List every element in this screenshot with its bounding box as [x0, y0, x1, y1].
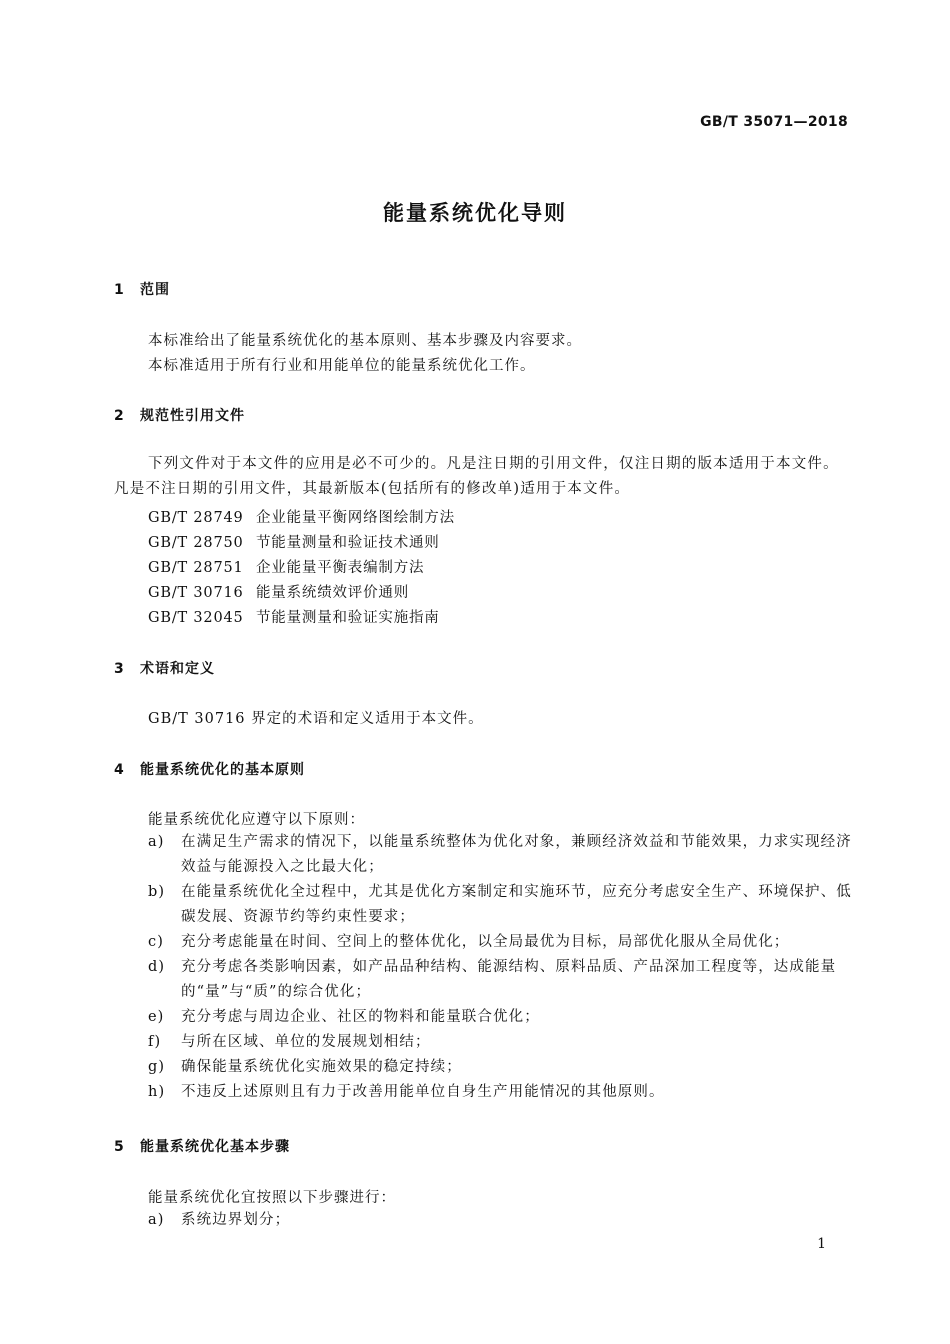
- section-heading-3: [114, 658, 215, 678]
- list-item: [148, 1080, 854, 1105]
- reference-code: GB/T 28750: [148, 535, 244, 551]
- reference-code: GB/T 28751: [148, 560, 244, 576]
- list-label: b): [148, 884, 166, 900]
- list-label: a): [148, 834, 165, 850]
- standard-code: GB/T 35071—2018: [700, 114, 848, 130]
- list-item: [148, 955, 854, 1005]
- paragraph: 能量系统优化宜按照以下步骤进行：: [148, 1190, 396, 1206]
- list-item: [148, 1208, 854, 1233]
- section-title: 范围: [140, 282, 170, 298]
- section-title: 规范性引用文件: [140, 408, 245, 424]
- list-text: 不违反上述原则且有力于改善用能单位自身生产用能情况的其他原则。: [181, 1084, 665, 1100]
- list-text: 充分考虑与周边企业、社区的物料和能量联合优化；: [181, 1009, 540, 1025]
- list-label: h): [148, 1084, 166, 1100]
- list-text: 充分考虑各类影响因素，如产品品种结构、能源结构、原料品质、产品深加工程度等，达成能量的“量”与“质”的综合优化；: [181, 959, 837, 1000]
- section-title: 能量系统优化基本步骤: [140, 1139, 290, 1155]
- reference-item: [148, 506, 455, 527]
- reference-code: GB/T 28749: [148, 510, 244, 526]
- paragraph: 本标准适用于所有行业和用能单位的能量系统优化工作。: [148, 358, 536, 374]
- reference-title: 节能量测量和验证技术通则: [256, 535, 440, 551]
- section-number: 5: [114, 1139, 125, 1155]
- reference-item: [148, 531, 440, 552]
- section-title: 术语和定义: [140, 661, 215, 677]
- section-heading-4: [114, 759, 305, 779]
- page-title: 能量系统优化导则: [383, 201, 567, 225]
- reference-title: 企业能量平衡表编制方法: [256, 560, 425, 576]
- list-text: 充分考虑能量在时间、空间上的整体优化，以全局最优为目标，局部优化服从全局优化；: [181, 934, 790, 950]
- page-number: 1: [817, 1236, 826, 1252]
- list-label: c): [148, 934, 164, 950]
- list-item: [148, 880, 854, 930]
- list-text: 确保能量系统优化实施效果的稳定持续；: [181, 1059, 462, 1075]
- list-item: [148, 1055, 854, 1080]
- reference-item: [148, 581, 409, 602]
- list-item: [148, 1005, 854, 1030]
- reference-item: [148, 606, 440, 627]
- list-label: e): [148, 1009, 165, 1025]
- reference-item: [148, 556, 424, 577]
- reference-title: 企业能量平衡网络图绘制方法: [256, 510, 455, 526]
- section-number: 2: [114, 408, 125, 424]
- section-heading-1: [114, 279, 170, 299]
- list-text: 在满足生产需求的情况下，以能量系统整体为优化对象，兼顾经济效益和节能效果，力求实现经济效益与能源投入之比最大化；: [181, 834, 852, 875]
- list-item: [148, 930, 854, 955]
- reference-title: 能量系统绩效评价通则: [256, 585, 409, 601]
- list-label: d): [148, 959, 166, 975]
- section-number: 3: [114, 661, 125, 677]
- section-number: 4: [114, 762, 125, 778]
- section-heading-2: [114, 405, 245, 425]
- section-heading-5: [114, 1136, 290, 1156]
- list-text: 系统边界划分；: [181, 1212, 291, 1228]
- reference-title: 节能量测量和验证实施指南: [256, 610, 440, 626]
- paragraph: 能量系统优化应遵守以下原则：: [148, 812, 365, 828]
- list-text: 与所在区域、单位的发展规划相结；: [181, 1034, 431, 1050]
- paragraph: GB/T 30716 界定的术语和定义适用于本文件。: [148, 711, 484, 727]
- list-item: [148, 830, 854, 880]
- paragraph: 下列文件对于本文件的应用是必不可少的。凡是注日期的引用文件，仅注日期的版本适用于本文件。凡是不注日期的引用文件，其最新版本(包括所有的修改单)适用于本文件。: [114, 456, 839, 497]
- list-item: [148, 1030, 854, 1055]
- list-label: f): [148, 1034, 162, 1050]
- section-number: 1: [114, 282, 125, 298]
- paragraph: 本标准给出了能量系统优化的基本原则、基本步骤及内容要求。: [148, 333, 582, 349]
- reference-code: GB/T 32045: [148, 610, 244, 626]
- section-title: 能量系统优化的基本原则: [140, 762, 305, 778]
- list-label: g): [148, 1059, 166, 1075]
- list-text: 在能量系统优化全过程中，尤其是优化方案制定和实施环节，应充分考虑安全生产、环境保护、低碳发展、资源节约等约束性要求；: [181, 884, 852, 925]
- reference-code: GB/T 30716: [148, 585, 244, 601]
- list-label: a): [148, 1212, 165, 1228]
